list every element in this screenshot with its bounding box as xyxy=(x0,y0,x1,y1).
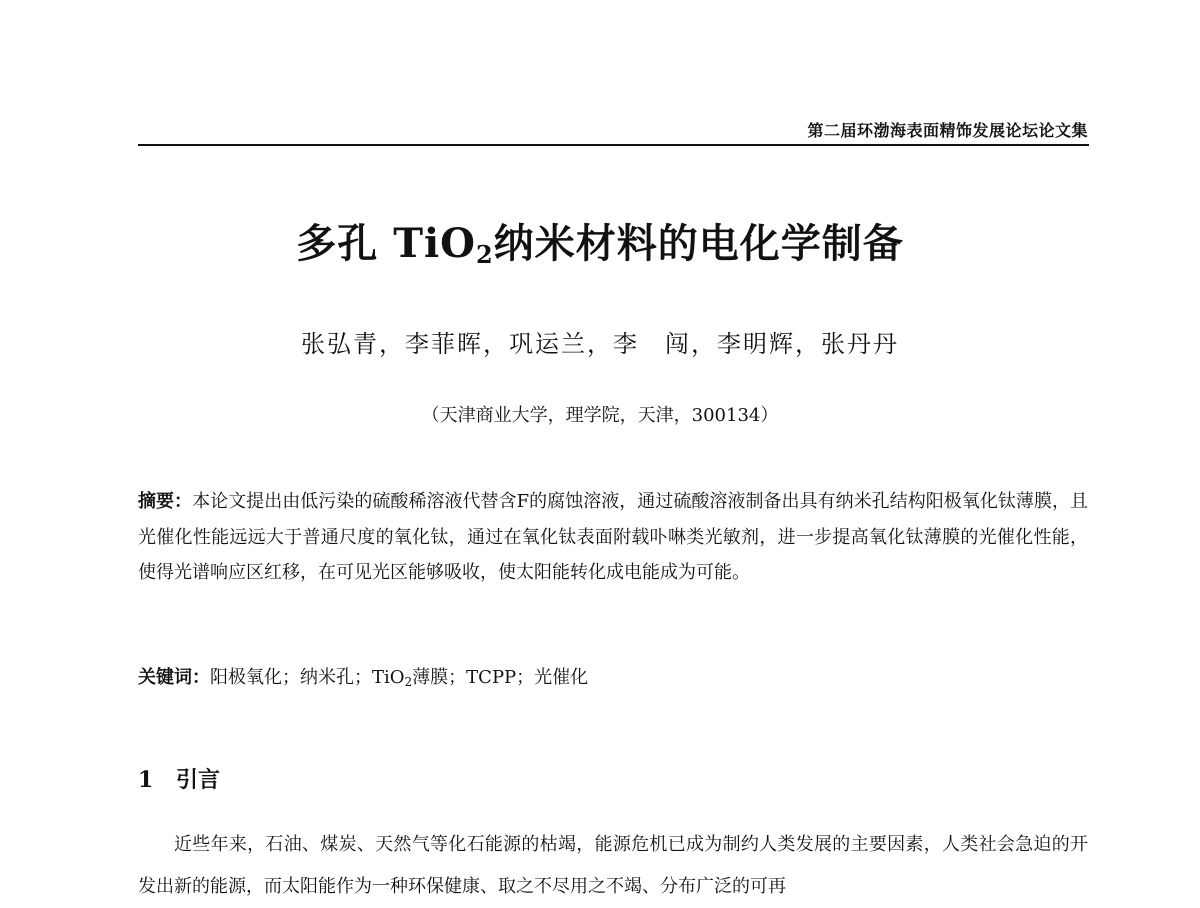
title-prefix: 多孔 TiO xyxy=(296,220,477,267)
keywords-part1: 阳极氧化；纳米孔；TiO xyxy=(210,667,405,688)
keywords xyxy=(138,660,1088,700)
affiliation: （天津商业大学，理学院，天津，300134） xyxy=(421,405,779,426)
section-heading xyxy=(138,763,220,794)
section-title: 引言 xyxy=(176,767,221,793)
body-paragraph: 近些年来，石油、煤炭、天然气等化石能源的枯竭，能源危机已成为制约人类发展的主要因素，人类社会急迫的开发出新的能源，而太阳能作为一种环保健康、取之不尽用之不竭、分布广泛的可再 xyxy=(138,834,1088,897)
keywords-subscript: 2 xyxy=(404,675,413,689)
abstract xyxy=(138,484,1088,591)
abstract-text: 本论文提出由低污染的硫酸稀溶液代替含F的腐蚀溶液，通过硫酸溶液制备出具有纳米孔结构阳极氧化钛薄膜，且光催化性能远远大于普通尺度的氧化钛，通过在氧化钛表面附载卟啉类光敏剂，进一步提高氧化钛薄膜的光催化性能，使得光谱响应区红移，在可见光区能够吸收，使太阳能转化成电能成为可能。 xyxy=(138,491,1089,583)
paper-title xyxy=(0,212,1200,269)
author-list: 张弘青，李菲晖，巩运兰，李 闯，李明辉，张丹丹 xyxy=(301,330,899,358)
title-subscript: 2 xyxy=(476,240,494,269)
running-header: 第二届环渤海表面精饰发展论坛论文集 xyxy=(807,121,1088,140)
header-rule xyxy=(138,144,1089,146)
keywords-label: 关键词： xyxy=(138,667,210,688)
section-number: 1 xyxy=(138,767,154,793)
title-suffix: 纳米材料的电化学制备 xyxy=(493,220,904,267)
keywords-part2: 薄膜；TCPP；光催化 xyxy=(412,667,589,688)
abstract-label: 摘要： xyxy=(138,491,193,512)
